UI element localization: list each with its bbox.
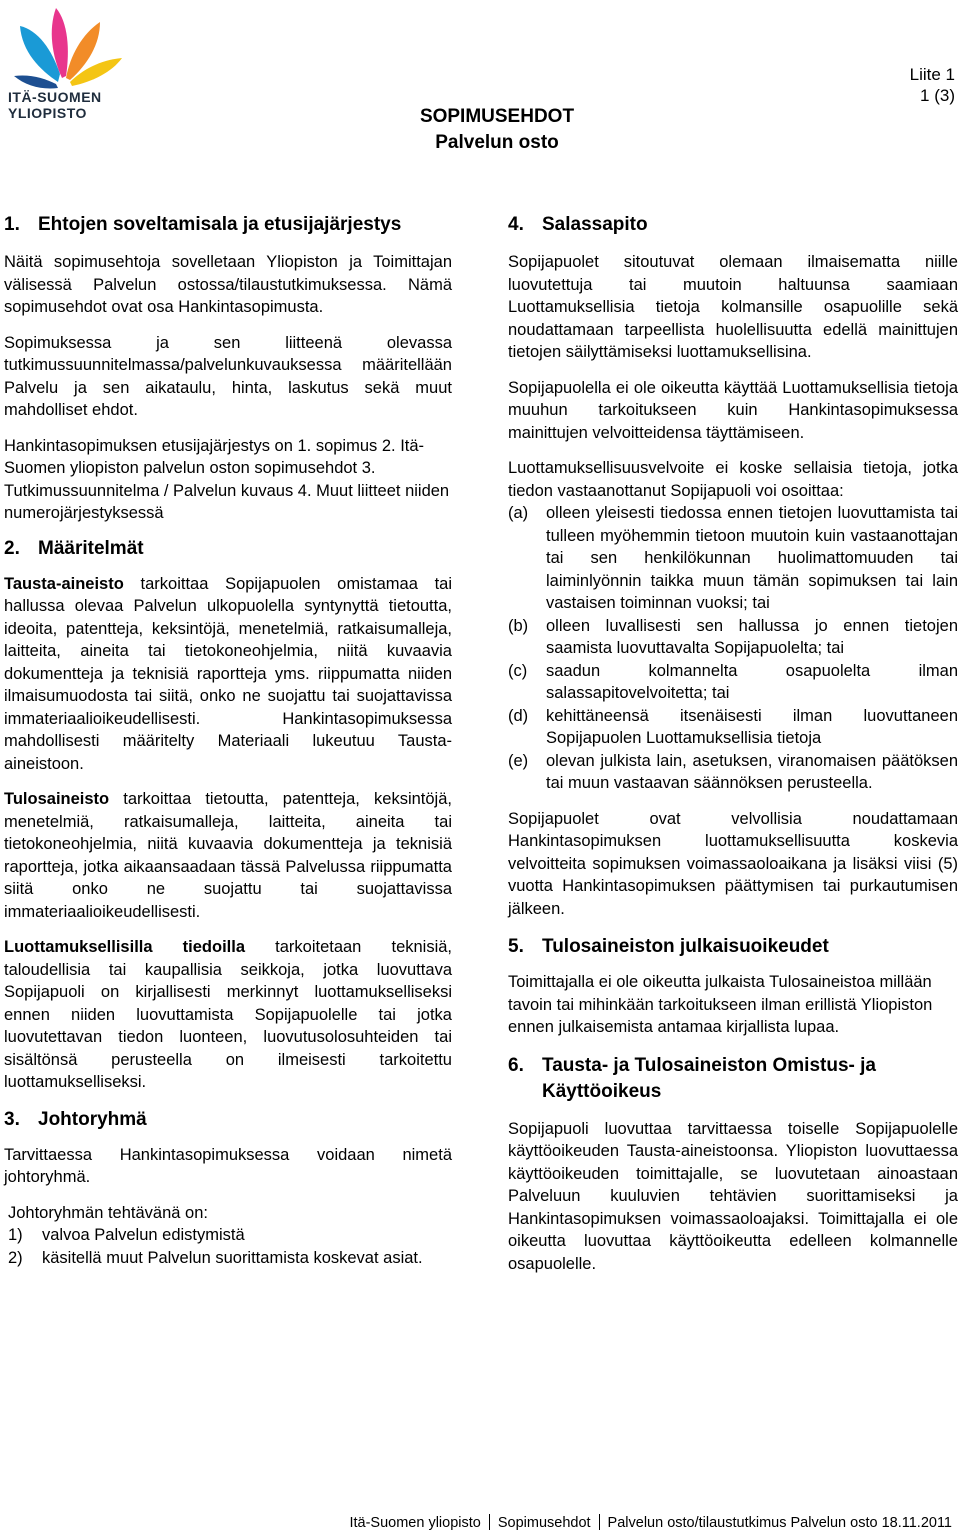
section-6-heading [508, 1053, 958, 1105]
paragraph: Toimittajalla ei ole oikeutta julkaista Tulosaineistoa millään tavoin tai mihinkään tarkoitukseen ilman erillistä Yliopiston ennen julkaisemista antamaa kirjallista lupaa. [508, 973, 933, 1036]
document-subtitle: Palvelun osto [435, 132, 559, 153]
section-2-heading [4, 536, 452, 562]
section-title: Salassapito [542, 214, 648, 235]
list-item [508, 660, 958, 705]
right-column [508, 212, 958, 1275]
defined-term: Tulosaineisto [4, 790, 110, 808]
list-text: valvoa Palvelun edistymistä [42, 1226, 245, 1244]
footer-separator [489, 1514, 490, 1530]
definition-text: tarkoitetaan teknisiä, taloudellisia tai kaupallisia seikkoja, jotka luovuttava Sopijapuoli on kirjallisesti merkinnyt luottamukselliseksi ennen niiden luovuttamista Sopijapuolelle tai jotka luovutettavan tiedon luonteen, luovutusolosuhteiden tai sisältönsä perusteella on ilmeisesti tarkoitettu luottamukselliseksi. [4, 938, 453, 1091]
section-number: 4. [508, 214, 524, 235]
section-title: Tulosaineiston julkaisuoikeudet [542, 936, 829, 957]
footer-document: Sopimusehdot [497, 1515, 591, 1531]
document-title: SOPIMUSEHDOT [419, 106, 575, 127]
logo-flower-icon [0, 0, 140, 90]
list-item [508, 705, 958, 750]
list-item [508, 750, 958, 795]
section-number: 3. [4, 1108, 20, 1130]
page-info [910, 64, 955, 106]
document-title-block [0, 104, 960, 156]
footer-detail: Palvelun osto/tilaustutkimus Palvelun osto 18.11.2011 [607, 1515, 952, 1531]
defined-term: Luottamuksellisilla tiedoilla [4, 938, 246, 956]
defined-term: Tausta-aineisto [4, 574, 124, 593]
paragraph: Sopijapuolella ei ole oikeutta käyttää Luottamuksellisia tietoja muuhun tarkoitukseen kuin Hankintasopimuksessa mainittujen velvoitteidensa täyttämiseen. [508, 378, 958, 442]
list-item [508, 615, 958, 660]
attachment-label: Liite 1 [909, 65, 955, 84]
section-title: Määritelmät [38, 537, 144, 559]
section-title: Tausta- ja Tulosaineiston Omistus- ja Käyttöoikeus [542, 1054, 876, 1102]
logo-text-line1: ITÄ-SUOMEN [8, 89, 102, 105]
paragraph: Hankintasopimuksen etusijajärjestys on 1. sopimus 2. Itä-Suomen yliopiston palvelun oston sopimusehdot 3. Tutkimussuunnitelma / Palvelun kuvaus 4. Muut liitteet niiden numerojärjestyksessä [4, 436, 450, 522]
list-marker: (d) [508, 706, 529, 725]
exceptions-list [508, 502, 958, 795]
section-number: 5. [508, 936, 524, 957]
list-text: käsitellä muut Palvelun suorittamista koskevat asiat. [42, 1248, 423, 1267]
list-text: olleen yleisesti tiedossa ennen tietojen luovuttamista tai tulleen myöhemmin tietoon muutoin kuin vastaanottajan tai sen henkilökunnan huolimattomuuden tai laiminlyönnin taikka muun tämän sopimuksen tai lain vastaisen toiminnan vuoksi; tai [546, 504, 958, 612]
paragraph: Johtoryhmän tehtävänä on: [8, 1203, 208, 1222]
footer-university: Itä-Suomen yliopisto [349, 1515, 481, 1531]
paragraph: Tarvittaessa Hankintasopimuksessa voidaan nimetä johtoryhmä. [4, 1145, 452, 1186]
definition-paragraph [4, 936, 452, 1094]
paragraph: Sopijapuolet sitoutuvat olemaan ilmaisematta niille luovutettuja tai muutoin haltuunsa saamiaan Luottamuksellisia tietoja kolmansille osapuolille sekä noudattamaan tarpeellista huolellisuutta edellä mainittujen tietojen säilyttämiseksi luottamuksellisina. [508, 253, 958, 361]
paragraph: Sopimuksessa ja sen liitteenä olevassa tutkimussuunnitelmassa/palvelunkuvauksessa määritellään Palvelu ja sen aikataulu, hinta, laskutus sekä muut mahdolliset ehdot. [4, 333, 452, 419]
page-number: 1 (3) [920, 86, 955, 105]
paragraph: Sopijapuolet ovat velvollisia noudattamaan Hankintasopimuksen luottamuksellisuutta koskevia velvoitteita sopimuksen voimassaoloaikana ja lisäksi viisi (5) vuotta Hankintasopimuksen päättymisen tai purkautumisen jälkeen. [508, 809, 958, 918]
paragraph: Näitä sopimusehtoja sovelletaan Yliopiston ja Toimittajan välisessä Palvelun ostossa/tilaustutkimuksessa. Nämä sopimusehdot ovat osa Hankintasopimusta. [4, 253, 452, 316]
list-text: saadun kolmannelta osapuolelta ilman salassapitovelvoitetta; tai [546, 661, 958, 702]
section-1-heading [4, 212, 452, 238]
list-text: olleen luvallisesti sen hallussa jo ennen tietojen saamista luovuttavalta Sopijapuolelta; tai [546, 616, 958, 657]
list-marker: (a) [508, 504, 529, 522]
section-title: Ehtojen soveltamisala ja etusijajärjestys [38, 214, 402, 235]
definition-text: tarkoittaa tietoutta, patentteja, keksintöjä, menetelmiä, ratkaisumalleja, laitteita, aineita tai tietokoneohjelmia, niitä kuvaavia dokumentteja ja teknisiä raportteja, jotka aikaansaadaan tässä Palvelussa riippumatta siitä onko ne suojattu tai suojattavissa immateriaalioikeudellisesti. [4, 790, 452, 921]
section-number: 6. [508, 1054, 524, 1076]
definition-text: tarkoittaa Sopijapuolen omistamaa tai hallussa olevaa Palvelun ulkopuolella syntynyttä tietoutta, ideoita, patentteja, keksintöjä, menetelmiä, ratkaisumalleja, laitteita, aineita tai tietokoneohjelmia, niitä kuvaavia dokumentteja ja teknisiä raportteja yms. riippumatta niiden ilmaisumuodosta tai siitä, onko ne suojattu tai suojattavissa immateriaalioikeudellisesti. Hankintasopimuksessa mahdollisesti määritelty Materiaali lukeutuu Tausta-aineistoon. [4, 574, 452, 773]
definition-paragraph [4, 788, 452, 923]
list-text: kehittäneensä itsenäisesti ilman luovuttaneen Sopijapuolen Luottamuksellisia tietoja [546, 706, 958, 747]
list-marker: 2) [8, 1248, 23, 1267]
list-item [4, 1224, 452, 1247]
list-item [4, 1247, 452, 1270]
list-marker: (c) [508, 661, 528, 680]
task-list [4, 1224, 452, 1269]
footer-separator [599, 1514, 600, 1530]
left-column [4, 212, 452, 1269]
section-number: 1. [4, 214, 20, 235]
section-number: 2. [4, 537, 20, 559]
definition-paragraph [4, 573, 452, 776]
list-marker: 1) [8, 1226, 23, 1244]
list-item [508, 502, 958, 615]
page-footer [349, 1514, 952, 1532]
list-marker: (e) [508, 751, 529, 770]
list-marker: (b) [508, 616, 529, 635]
paragraph: Luottamuksellisuusvelvoite ei koske sellaisia tietoja, jotka tiedon vastaanottanut Sopijapuoli voi osoittaa: [508, 459, 958, 500]
section-title: Johtoryhmä [38, 1108, 147, 1130]
paragraph: Sopijapuoli luovuttaa tarvittaessa toiselle Sopijapuolelle käyttöoikeuden Tausta-aineistoonsa. Yliopiston luovuttaessa käyttöoikeuden toimittajalle, se luovutetaan ainoastaan Palveluun kuuluvien tehtävien suorittamiseksi ja Hankintasopimuksen voimassaoloajaksi. Toimittajalla ei ole oikeutta luovuttaa käyttöoikeutta edelleen kolmannelle osapuolelle. [508, 1119, 958, 1273]
section-5-heading [508, 934, 958, 960]
list-text: olevan julkista lain, asetuksen, viranomaisen päätöksen tai muun vastaavan säännöksen perusteella. [546, 751, 958, 792]
section-3-heading [4, 1107, 452, 1133]
logo-text-line2: YLIOPISTO [8, 105, 87, 121]
section-4-heading [508, 212, 958, 238]
